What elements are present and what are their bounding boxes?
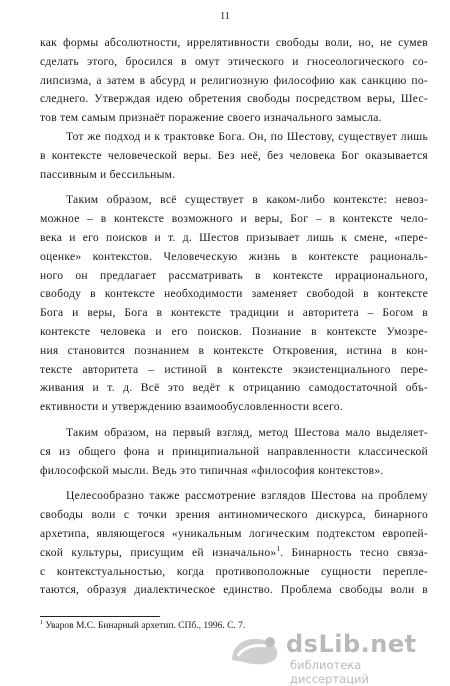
text-line: архетипа, являющегося «уникальным логическим подтекстом европей- [40, 526, 428, 540]
text-line: свободы воли с точки зрения антиномического дискурса, бинарного [40, 508, 428, 522]
text-line: оценке» контекстов. Человеческую жизнь в контексте рациональ- [40, 249, 428, 263]
footnote-marker: 1 [40, 619, 43, 626]
text-line: ективности и утверждению взаимообусловленности всего. [40, 400, 343, 414]
text-line: тов тем самым признаёт поражение своего изначального замысла. [40, 111, 382, 125]
footnote-reference: 1 [276, 544, 281, 553]
watermark-tagline: библиотека диссертаций [290, 658, 369, 686]
text-fragment: . Бинарность тесно связа- [280, 545, 428, 559]
text-line: живания и т. д. Всё это ведёт к отрицанию самодостаточной объ- [40, 381, 428, 395]
text-line: пассивным и бессильным. [40, 167, 176, 181]
text-line: Таким образом, всё существует в каком-либо контексте: невоз- [66, 193, 428, 207]
text-line: философской мысли. Ведь это типичная «философия контекстов». [40, 463, 384, 477]
text-line: контексте человека и его поисков. Познание в контексте Умозре- [40, 324, 428, 338]
text-line: Целесообразно также рассмотрение взглядов Шестова на проблему [66, 489, 428, 503]
text-line-with-footnote [40, 544, 428, 563]
text-line: Бога и веры, Бога в контексте традиции и авторитета – Богом в [40, 306, 428, 320]
text-line: в контексте человеческой веры. Без неё, без человека Бог оказывается [40, 148, 428, 162]
text-line: как формы абсолютности, иррелятивности свободы воли, но, не сумев [40, 36, 428, 49]
text-line: ного он предлагает рассматривать в контексте иррационального, [40, 268, 428, 282]
text-line: следнего. Утверждая идею обретения свободы посредством веры, Шес- [40, 92, 428, 106]
text-line: можное – в контексте возможного и веры, Бог – в контексте чело- [40, 212, 428, 226]
text-line: свободу в контексте необходимости заменяет свободой в контексте [40, 287, 428, 301]
watermark-site: dsLib.net [286, 630, 417, 658]
text-line: с контекстуальностью, когда противоположные сущности перепле- [40, 564, 428, 578]
text-line: сделать этого, бросился в омут этического и гносеологического со- [40, 54, 428, 68]
text-line: Тот же подход и к трактовке Бога. Он, по Шестову, существует лишь [66, 129, 428, 143]
watermark [224, 630, 434, 686]
footnote-text: Уваров М.С. Бинарный архетип. СПб., 1996. С. 7. [45, 621, 246, 631]
text-line: таются, образуя диалектическое единство. Проблема свободы воли в [40, 583, 428, 597]
footnote [40, 621, 245, 631]
page-number: 11 [220, 11, 230, 22]
text-line: ся из общего фона и принципиальной направленности классической [40, 444, 428, 458]
text-fragment: ской культуры, присущим ей изначально» [40, 545, 277, 559]
text-line: века и его поисков и т. д. Шестов призывает лишь к смене, «пере- [40, 230, 428, 244]
text-line: тексте авторитета – истиной в контексте экзистенциального пере- [40, 362, 428, 376]
text-line: Таким образом, на первый взгляд, метод Шестова мало выделяет- [66, 425, 428, 439]
footnote-divider [40, 616, 160, 617]
watermark-logo-icon [224, 630, 288, 670]
text-line: липсизма, а затем в абсурд и религиозную философию как санкцию по- [40, 73, 428, 87]
text-line: ния становится познанием в контексте Откровения, истина в кон- [40, 343, 428, 357]
page-body [40, 34, 428, 600]
